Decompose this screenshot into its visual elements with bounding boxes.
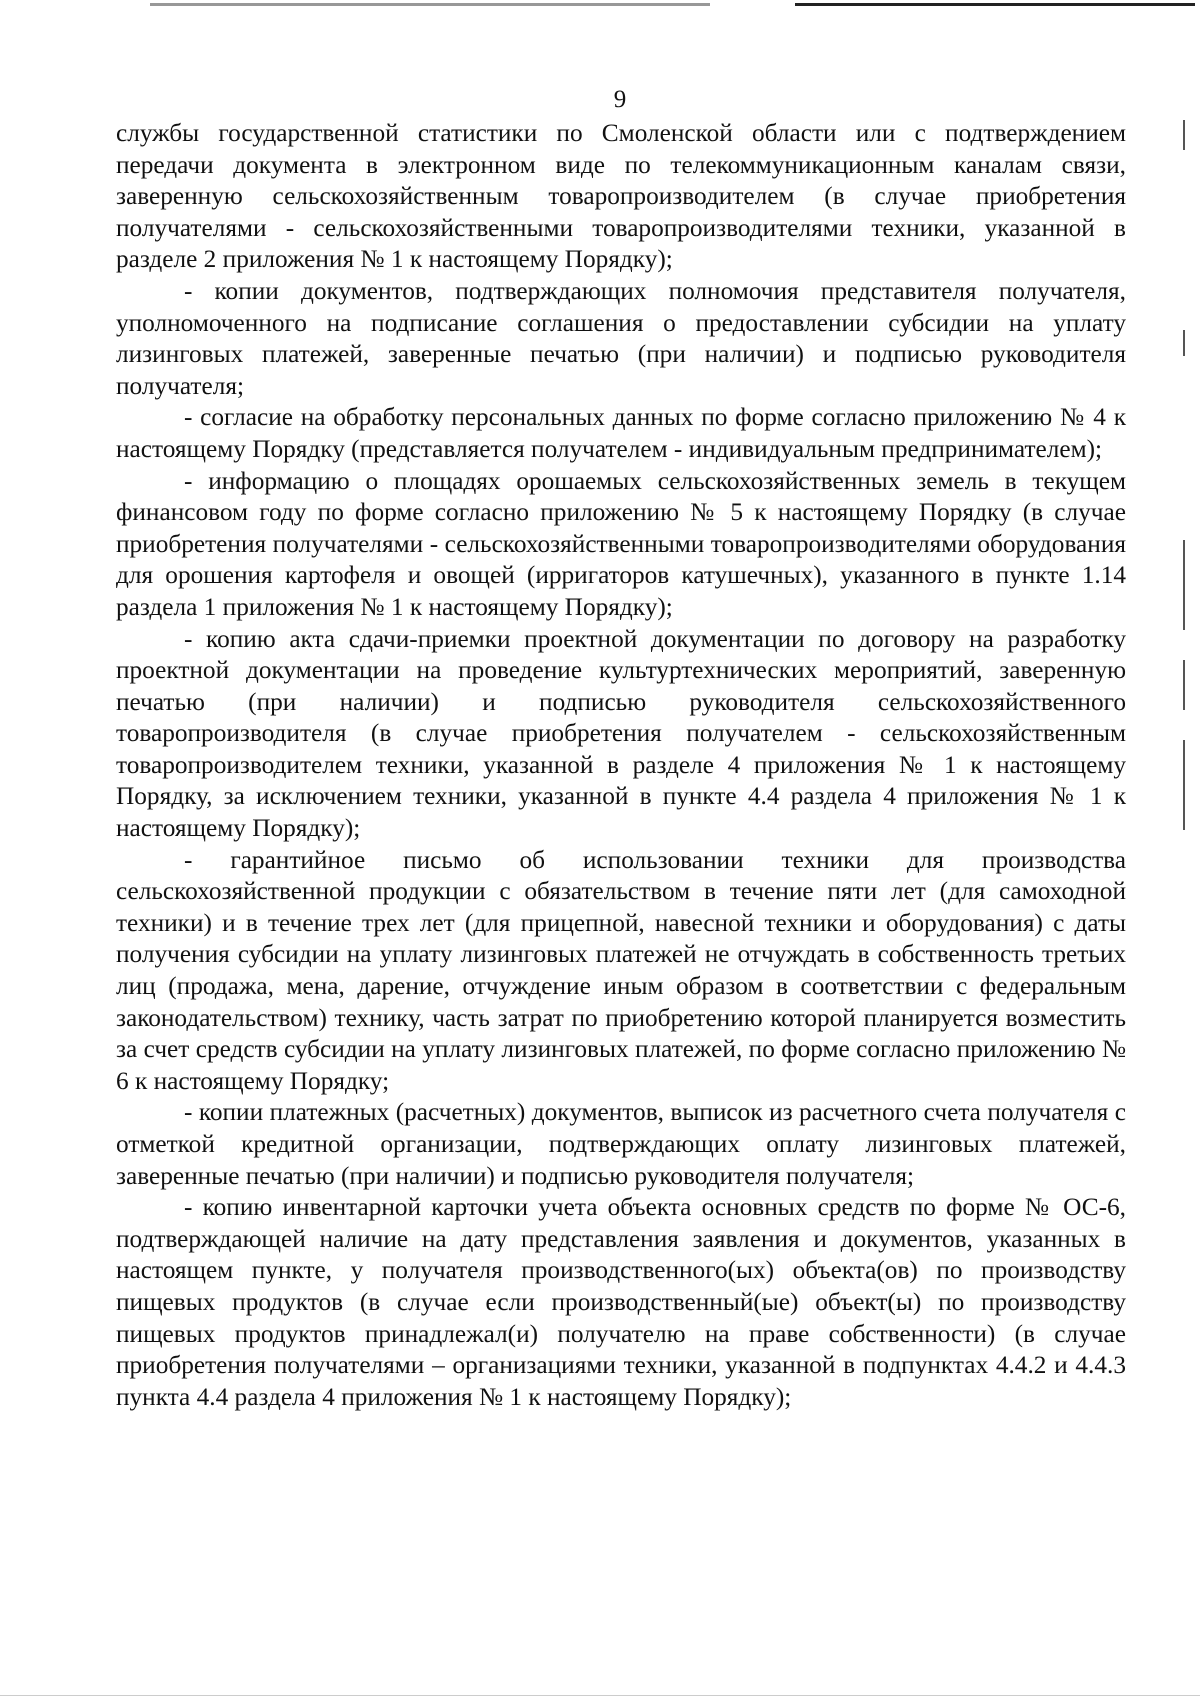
paragraph-continuation: службы государственной статистики по Смоленской области или с подтверждением передачи документа в электронном виде по телекоммуникационным каналам связи, заверенную сельскохозяйственным товаропроизводителем (в случае приобретения получателями - сельскохозяйственными товаропроизводителями техники, указанной в разделе 2 приложения № 1 к настоящему Порядку); [116,119,1126,274]
scan-edge-mark [1183,330,1185,356]
list-item: - гарантийное письмо об использовании техники для производства сельскохозяйственной продукции с обязательством в течение пяти лет (для самоходной техники) и в течение трех лет (для прицепной, навесной техники и оборудования) с даты получения субсидии на уплату лизинговых платежей не отчуждать в собственность третьих лиц (продажа, мена, дарение, отчуждение иным образом в соответствии с федеральным законодательством) технику, часть затрат по приобретению которой планируется возместить за счет средств субсидии на уплату лизинговых платежей, по форме согласно приложению № 6 к настоящему Порядку; [116,845,1126,1095]
list-item: - копию акта сдачи-приемки проектной документации по договору на разработку проектной документации на проведение культуртехнических мероприятий, заверенную печатью (при наличии) и подписью руководителя сельскохозяйственного товаропроизводителя (в случае приобретения получателем - сельскохозяйственным товаропроизводителем техники, указанной в разделе 4 приложения № 1 к настоящему Порядку, за исключением техники, указанной в пункте 4.4 раздела 4 приложения № 1 к настоящему Порядку); [116,624,1126,843]
scan-edge-top-right [795,3,1195,6]
list-item: - копии платежных (расчетных) документов, выписок из расчетного счета получателя с отметкой кредитной организации, подтверждающих оплату лизинговых платежей, заверенные печатью (при наличии) и подписью руководителя получателя; [116,1098,1126,1190]
scan-edge-mark [1183,120,1185,150]
list-item: - копию инвентарной карточки учета объекта основных средств по форме № ОС-6, подтверждающей наличие на дату представления заявления и документов, указанных в настоящем пункте, у получателя производственного(ых) объекта(ов) по производству пищевых продуктов (в случае если производственный(ые) объект(ы) по производству пищевых продуктов принадлежал(и) получателю на праве собственности) (в случае приобретения получателями – организациями техники, указанной в подпунктах 4.4.2 и 4.4.3 пункта 4.4 раздела 4 приложения № 1 к настоящему Порядку); [116,1193,1126,1411]
list-item: - информацию о площадях орошаемых сельскохозяйственных земель в текущем финансовом году по форме согласно приложению № 5 к настоящему Порядку (в случае приобретения получателями - сельскохозяйственными товаропроизводителями оборудования для орошения картофеля и овощей (ирригаторов катушечных), указанного в пункте 1.14 раздела 1 приложения № 1 к настоящему Порядку); [116,466,1126,621]
page-number: 9 [613,86,627,113]
scan-edge-bottom [0,1695,1200,1696]
scan-edge-top-left [150,3,710,6]
scan-edge-mark [1183,660,1185,710]
document-body [116,118,1126,1413]
list-item: - копии документов, подтверждающих полномочия представителя получателя, уполномоченного на подписание соглашения о предоставлении субсидии на уплату лизинговых платежей, заверенные печатью (при наличии) и подписью руководителя получателя; [116,276,1126,400]
list-item: - согласие на обработку персональных данных по форме согласно приложению № 4 к настоящему Порядку (представляется получателем - индивидуальным предпринимателем); [116,403,1126,463]
scan-edge-mark [1183,540,1185,630]
scan-edge-mark [1183,740,1185,830]
